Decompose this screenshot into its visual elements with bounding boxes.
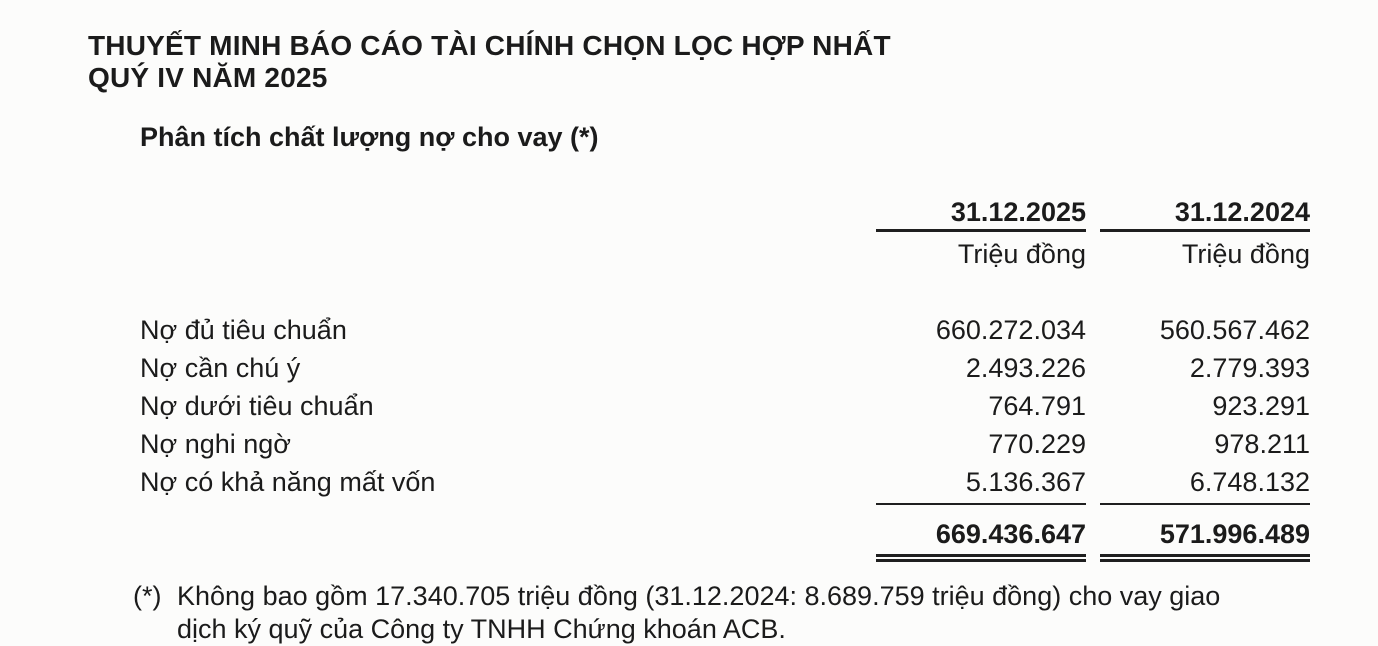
row-value-2025: 5.136.367 — [876, 463, 1086, 505]
row-label: Nợ đủ tiêu chuẩn — [140, 315, 347, 345]
row-value-2025: 2.493.226 — [965, 353, 1086, 383]
footnote-marker: (*) — [133, 581, 162, 611]
table-row — [140, 463, 1310, 505]
table-row — [140, 387, 1310, 425]
row-value-2024: 923.291 — [1212, 391, 1310, 421]
row-value-2024: 2.779.393 — [1189, 353, 1310, 383]
column-header-date-2025: 31.12.2025 — [876, 197, 1086, 232]
table-row — [140, 311, 1310, 349]
section-heading: Phân tích chất lượng nợ cho vay (*) — [140, 122, 599, 152]
table-row — [140, 349, 1310, 387]
table-unit-row — [140, 232, 1310, 269]
unit-label-spacer — [140, 232, 862, 269]
row-value-2024: 978.211 — [1214, 429, 1310, 459]
row-value-2025: 770.229 — [988, 429, 1086, 459]
column-unit-2025: Triệu đồng — [957, 239, 1086, 269]
row-value-2024: 6.748.132 — [1100, 463, 1310, 505]
table-row — [140, 425, 1310, 463]
footnote-text — [177, 580, 1333, 646]
table-spacer — [140, 269, 1310, 311]
document-title — [88, 30, 1322, 94]
column-header-date-2024: 31.12.2024 — [1100, 197, 1310, 232]
row-label: Nợ cần chú ý — [140, 353, 301, 383]
total-row — [140, 505, 1310, 562]
header-label-spacer — [140, 197, 862, 232]
document-title-line2: QUÝ IV NĂM 2025 — [88, 62, 328, 93]
column-unit-2024: Triệu đồng — [1181, 239, 1310, 269]
footnote-text-line1: Không bao gồm 17.340.705 triệu đồng (31.12.2024: 8.689.759 triệu đồng) cho vay giao — [177, 581, 1221, 611]
total-label-spacer — [140, 505, 862, 562]
row-value-2025: 764.791 — [988, 391, 1086, 421]
row-label: Nợ nghi ngờ — [140, 429, 291, 459]
document-title-line1: THUYẾT MINH BÁO CÁO TÀI CHÍNH CHỌN LỌC HỢP NHẤT — [88, 30, 891, 61]
total-value-2024: 571.996.489 — [1100, 505, 1310, 562]
row-value-2025: 660.272.034 — [935, 315, 1086, 345]
row-label: Nợ dưới tiêu chuẩn — [140, 391, 374, 421]
footnote — [133, 580, 1333, 646]
total-value-2025: 669.436.647 — [876, 505, 1086, 562]
row-label: Nợ có khả năng mất vốn — [140, 467, 436, 497]
table-header-row — [140, 197, 1310, 232]
row-value-2024: 560.567.462 — [1159, 315, 1310, 345]
footnote-text-line2: dịch ký quỹ của Công ty TNHH Chứng khoán ACB. — [177, 614, 786, 644]
loan-quality-table — [140, 197, 1310, 562]
